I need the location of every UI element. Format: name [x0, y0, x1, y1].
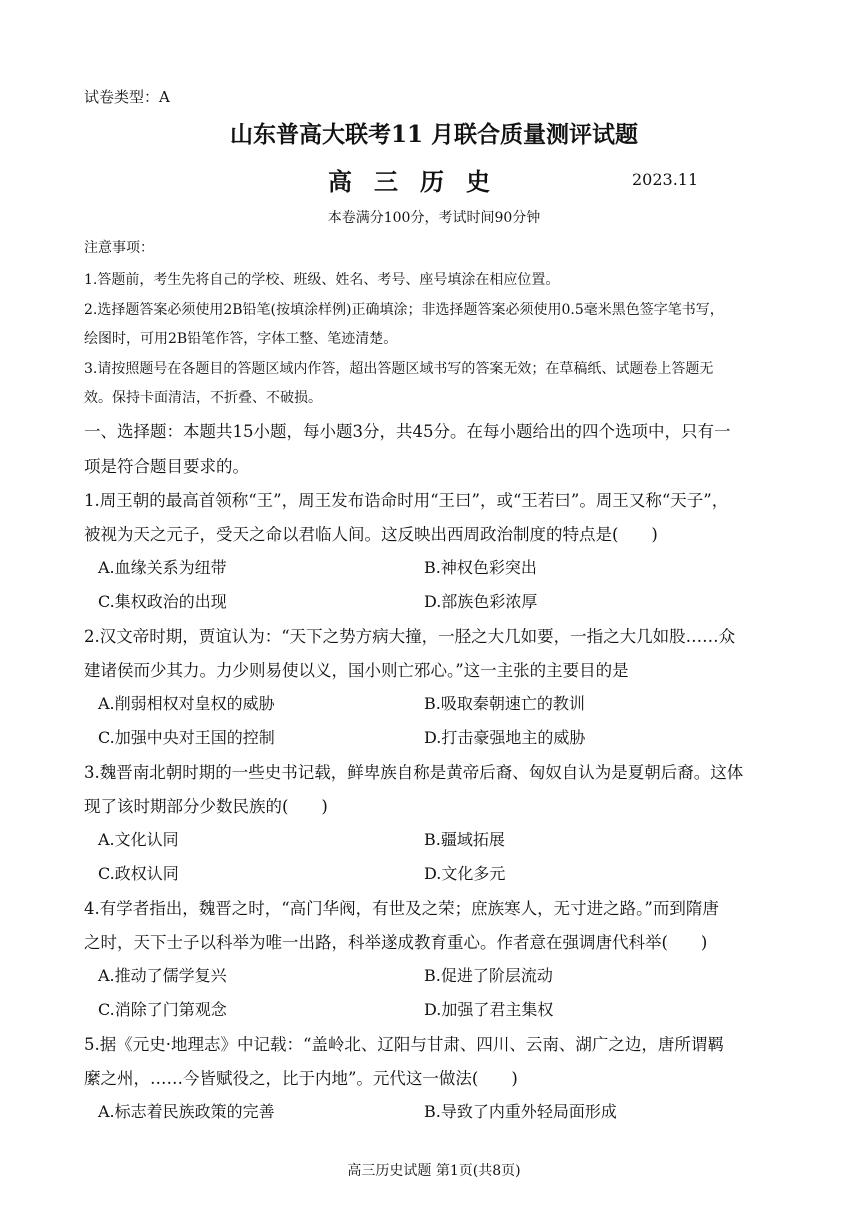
question-1-option-d: D.部族色彩浓厚: [424, 592, 538, 611]
score-time-note: 本卷满分100分，考试时间90分钟: [327, 210, 541, 226]
question-4-text: 之时，天下士子以科举为唯一出路，科举遂成教育重心。作者意在强调唐代科举( ): [84, 933, 708, 952]
question-3-option-c: C.政权认同: [98, 864, 179, 883]
question-2-option-b: B.吸取秦朝速亡的教训: [424, 694, 585, 713]
question-2-option-c: C.加强中央对王国的控制: [98, 728, 275, 747]
question-2-text: 建诸侯而少其力。力少则易使以义，国小则亡邪心。”这一主张的主要目的是: [84, 661, 629, 680]
notice-line: 1.答题前，考生先将自己的学校、班级、姓名、考号、座号填涂在相应位置。: [84, 272, 560, 288]
section-heading: 一、选择题：本题共15小题，每小题3分，共45分。在每小题给出的四个选项中，只有一: [84, 422, 731, 441]
notice-line: 效。保持卡面清洁，不折叠、不破损。: [84, 390, 322, 406]
question-1-text: 被视为天之元子，受天之命以君临人间。这反映出西周政治制度的特点是( ): [84, 525, 658, 544]
question-5-option-a: A.标志着民族政策的完善: [98, 1102, 275, 1121]
question-4-text: 4.有学者指出，魏晋之时，“高门华阀，有世及之荣；庶族寒人，无寸进之路。”而到隋唐: [84, 899, 719, 918]
question-2-text: 2.汉文帝时期，贾谊认为：“天下之势方病大撞，一胫之大几如要，一指之大几如股……众: [84, 627, 736, 646]
subject-title: 高三历史: [328, 167, 512, 196]
question-5-option-b: B.导致了内重外轻局面形成: [424, 1102, 617, 1121]
question-3-option-d: D.文化多元: [424, 864, 506, 883]
question-2-option-d: D.打击豪强地主的威胁: [424, 728, 586, 747]
section-heading-cont: 项是符合题目要求的。: [84, 457, 249, 476]
notice-line: 3.请按照题号在各题目的答题区域内作答，超出答题区域书写的答案无效；在草稿纸、试题卷上答题无: [84, 361, 714, 377]
page-footer: 高三历史试题 第1页(共8页): [347, 1163, 521, 1179]
question-4-option-b: B.促进了阶层流动: [424, 966, 553, 985]
question-4-option-d: D.加强了君主集权: [424, 1000, 554, 1019]
notice-line: 2.选择题答案必须使用2B铅笔(按填涂样例)正确填涂；非选择题答案必须使用0.5毫米黑色签字笔书写，: [84, 302, 724, 318]
question-4-option-a: A.推动了儒学复兴: [98, 966, 227, 985]
exam-date: 2023.11: [632, 170, 699, 189]
question-4-option-c: C.消除了门第观念: [98, 1000, 227, 1019]
question-5-text: 5.据《元史·地理志》中记载：“盖岭北、辽阳与甘肃、四川、云南、湖广之边，唐所谓羁: [84, 1035, 724, 1054]
question-3-text: 3.魏晋南北朝时期的一些史书记载，鲜卑族自称是黄帝后裔、匈奴自认为是夏朝后裔。这体: [84, 763, 744, 782]
exam-title: 山东普高大联考11 月联合质量测评试题: [229, 121, 638, 148]
question-1-text: 1.周王朝的最高首领称“王”，周王发布诰命时用“王曰”，或“王若曰”。周王又称“天子”，: [84, 491, 729, 510]
question-3-text: 现了该时期部分少数民族的( ): [84, 797, 328, 816]
question-1-option-c: C.集权政治的出现: [98, 592, 227, 611]
question-1-option-a: A.血缘关系为纽带: [98, 558, 227, 577]
paper-type-label: 试卷类型：A: [84, 88, 170, 106]
question-3-option-b: B.疆域拓展: [424, 830, 505, 849]
question-1-option-b: B.神权色彩突出: [424, 558, 537, 577]
question-2-option-a: A.削弱相权对皇权的威胁: [98, 694, 275, 713]
notice-title: 注意事项：: [84, 240, 154, 256]
question-5-text: 縻之州，……今皆赋役之，比于内地”。元代这一做法( ): [84, 1069, 518, 1088]
notice-line: 绘图时，可用2B铅笔作答，字体工整、笔迹清楚。: [84, 331, 398, 347]
question-3-option-a: A.文化认同: [98, 830, 179, 849]
